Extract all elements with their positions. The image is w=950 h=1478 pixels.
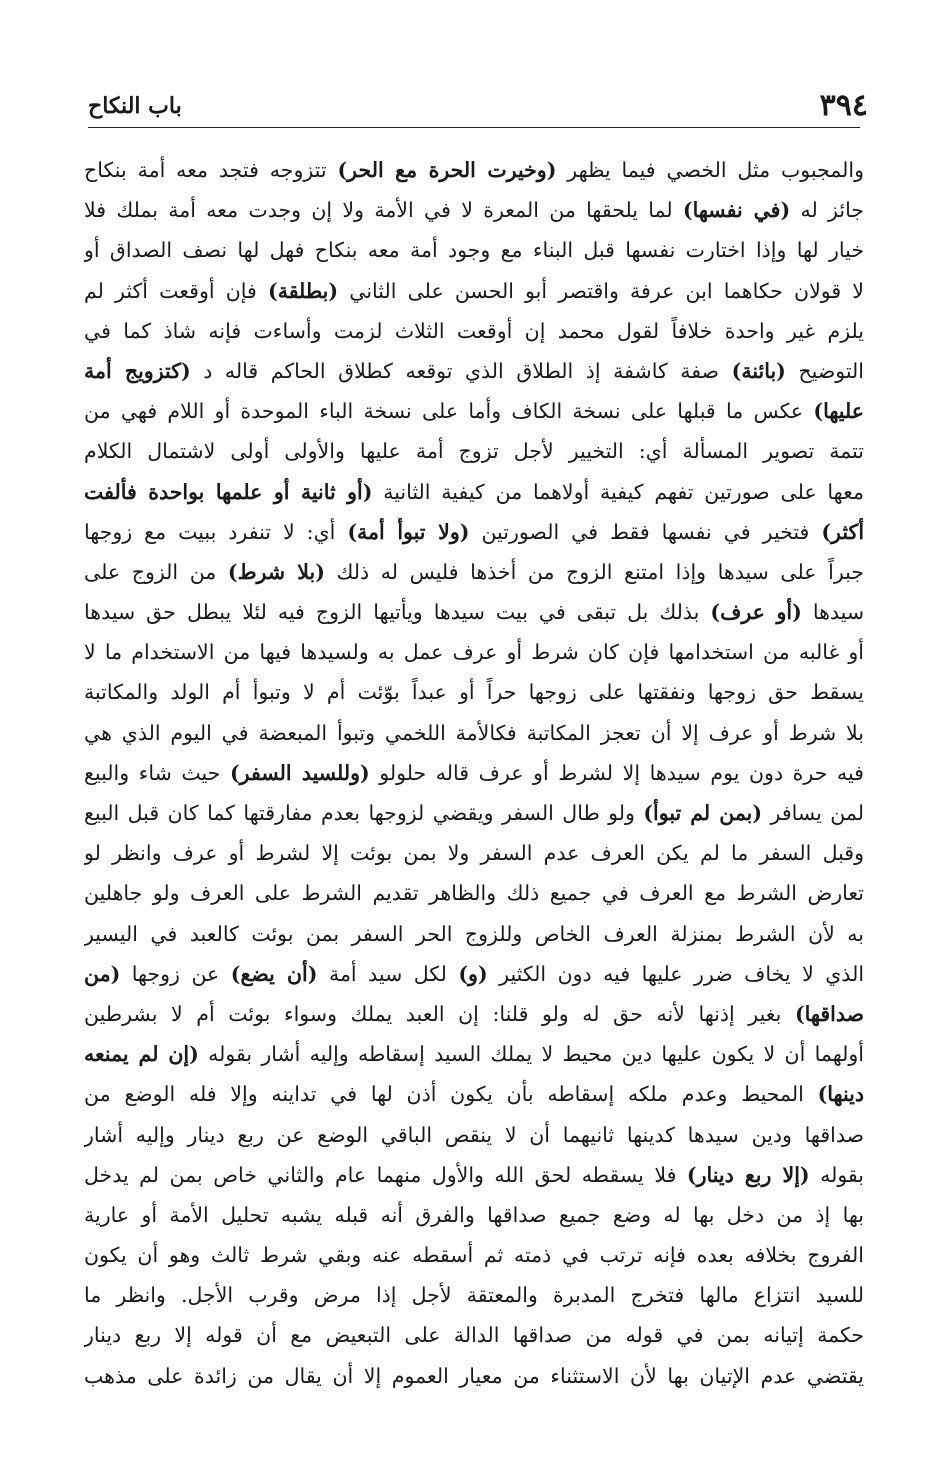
matn-highlight: (أن يضع) (230, 961, 318, 986)
text-run: للسيد انتزاع مالها فتخرج المدبرة والمعتقة لأجل إذا مرض وقرب الأجل. وانظر ما (84, 1283, 864, 1308)
text-run: به لأن الشرط بمنزلة العرف الخاص وللزوج الحر السفر بمن بوئت كالعبد في اليسير (84, 921, 864, 946)
text-run: جبراً على سيدها وإذا امتنع الزوج من أخذها فليس له ذلك (324, 559, 864, 584)
text-run: بغير إذنها لأنه حق له ولو قلنا: إن العبد يملك وسواء بوئت أم لا بشرطين (84, 1001, 795, 1026)
text-line (84, 230, 864, 270)
text-run: أو غالبه من استخدامها فإن كان شرط أو عرف عمل به ولسيدها فيها من الاستخدام ما لا (84, 640, 864, 665)
text-run: لكل سيد أمة (317, 961, 459, 986)
text-run: أولهما أن لا يكون عليها دين محيط لا يملك السيد إسقاطه وإليه أشار بقوله (198, 1042, 864, 1067)
text-line (84, 190, 864, 230)
text-run: يقتضي عدم الإتيان بها لأن الاستثناء من معيار العموم إلا أن يقال من زائدة على مذهب (84, 1363, 864, 1388)
text-run: الفروج بخلافه بعده فإنه ترتب في ذمته ثم أسقطه عنه وبقي شرط ثالث وهو أن يكون (84, 1243, 864, 1268)
text-line (84, 472, 864, 512)
text-line (84, 431, 864, 471)
text-line (84, 793, 864, 833)
text-run: ولو طال السفر ويقضي لزوجها بعدم مفارقتها كما كان قبل البيع (84, 801, 644, 825)
text-run: بلا شرط أو عرف إلا أن تعجز المكاتبة فكالأمة اللخمي وتبوأ المبعضة في اليوم الذي هي (84, 720, 864, 745)
text-run: التوضيح (785, 358, 864, 383)
matn-highlight: عليها) (813, 399, 864, 424)
text-run: سيدها (801, 600, 864, 625)
text-line (84, 753, 864, 793)
text-run: الذي لا يخاف ضرر عليها فيه دون الكثير (487, 961, 864, 986)
text-line (84, 1034, 864, 1074)
text-line (84, 632, 864, 672)
matn-highlight: (وخيرت الحرة مع الحر) (337, 158, 557, 182)
text-run: لما يلحقها من المعرة لا في الأمة ولا إن وجدت معه أمة بملك فلا (84, 198, 683, 223)
text-run: بذلك بل تبقى في بيت سيدها ويأتيها الزوج فيه لئلا يبطل حق سيدها (84, 600, 711, 625)
running-head (88, 88, 868, 128)
text-line (84, 914, 864, 954)
matn-highlight: (ولا تبوأ أمة) (347, 519, 470, 544)
matn-highlight: (بطلقة) (268, 278, 339, 303)
matn-highlight: أكثر) (821, 519, 864, 544)
text-run: عكس ما قبلها على نسخة الكاف وأما على نسخة الباء الموحدة أو اللام فهي من (84, 399, 814, 424)
text-line (84, 271, 864, 311)
page-number: ٣٩٤ (819, 88, 868, 123)
text-run: خيار لها وإذا اختارت نفسها قبل البناء مع وجود أمة معه بنكاح فهل لها نصف الصداق أو (84, 238, 864, 263)
text-run: من الزوج على (84, 559, 228, 584)
header-rule (88, 127, 860, 128)
text-run: والمجبوب مثل الخصي فيما يظهر (556, 158, 864, 182)
matn-highlight: (وللسيد السفر) (229, 760, 370, 785)
text-line (84, 351, 864, 391)
text-line (84, 1195, 864, 1235)
text-run: فيه حرة دون يوم سيدها إلا لشرط أو عرف قاله حلولو (369, 760, 864, 785)
text-line (84, 994, 864, 1034)
text-run: حيث شاء والبيع (84, 760, 230, 785)
matn-highlight: (بلا شرط) (227, 559, 325, 584)
text-run: تعارض الشرط مع العرف في جميع ذلك والظاهر تقديم الشرط على العرف ولو جاهلين (84, 881, 864, 906)
text-run: بها إذ من دخل بها له وضع جميع صداقها والفرق أنه قبله يشبه تحليل الأمة أو عارية (84, 1202, 864, 1227)
text-line (84, 150, 864, 190)
text-run: تتزوجه فتجد معه أمة بنكاح (84, 158, 338, 182)
text-run: معها على صورتين تفهم كيفية أولاهما من كيفية الثانية (372, 479, 864, 504)
matn-highlight: (كتزويج أمة (84, 358, 191, 383)
text-run: يلزم غير واحدة خلافاً لقول محمد إن أوقعت الثلاث لزمت وأساءت فإنه شاذ كما في (84, 318, 864, 343)
matn-highlight: (و) (458, 961, 488, 986)
text-line (84, 672, 864, 712)
text-run: فإن أوقعت أكثر لم (84, 278, 268, 303)
text-line (84, 592, 864, 632)
matn-highlight: (بمن لم تبوأ) (643, 801, 763, 825)
text-run: يسقط حق زوجها ونفقتها على زوجها حراً أو عبداً بوّئت أم لا وتبوأ أم الولد والمكاتبة (84, 680, 864, 705)
text-run: فلا يسقطه لحق الله والأول منهما عام والثاني خاص بمن لم يدخل (84, 1162, 687, 1187)
text-line (84, 1115, 864, 1155)
text-line (84, 391, 864, 431)
text-line (84, 1356, 864, 1396)
text-run: عن زوجها (120, 961, 231, 986)
text-run: حكمة إتيانه بمن في قوله من صداقها الدالة على التبعيض مع أن قوله إلا ربع دينار (84, 1323, 864, 1348)
matn-highlight: (في نفسها) (682, 198, 791, 223)
text-run: المحيط وعدم ملكه إسقاطه بأن يكون أذن لها في تداينه وإلا فله الوضع من (84, 1082, 818, 1107)
text-line (84, 311, 864, 351)
text-run: صداقها ودين سيدها كدينها ثانيهما أن لا ينقص الباقي الوضع عن ربع دينار وإليه أشار (84, 1122, 864, 1147)
matn-highlight: (بائنة) (731, 358, 786, 383)
text-run: تتمة تصوير المسألة أي: التخيير لأجل تزوج أمة عليها والأولى أولى لاشتمال الكلام (84, 439, 864, 464)
text-line (84, 1315, 864, 1355)
matn-highlight: (أو ثانية أو علمها بواحدة فألفت (84, 479, 373, 504)
text-line (84, 873, 864, 913)
text-run: فتخير في نفسها فقط في الصورتين (469, 519, 822, 544)
text-run: جائز له (790, 198, 864, 223)
text-line (84, 552, 864, 592)
matn-highlight: (إن لم يمنعه (84, 1042, 199, 1067)
matn-highlight: صداقها) (794, 1001, 864, 1026)
text-run: لمن يسافر (762, 801, 864, 825)
matn-highlight: (أو عرف) (710, 600, 802, 625)
text-run: أي: لا تنفرد ببيت مع زوجها (84, 519, 348, 544)
matn-highlight: دينها) (817, 1082, 864, 1107)
text-line (84, 954, 864, 994)
text-line (84, 1155, 864, 1195)
text-line (84, 512, 864, 552)
text-line (84, 1235, 864, 1275)
body-text (84, 150, 864, 1396)
text-line (84, 1275, 864, 1315)
matn-highlight: (من (84, 961, 121, 986)
text-run: بقوله (809, 1162, 864, 1187)
text-run: صفة كاشفة إذ الطلاق الذي توقعه كطلاق الحاكم قاله د (190, 358, 732, 383)
text-line (84, 713, 864, 753)
text-run: وقبل السفر ما لم يكن العرف عدم السفر ولا بمن بوئت إلا لشرط أو عرف وانظر لو (84, 841, 864, 866)
chapter-title: باب النكاح (88, 93, 182, 119)
text-line (84, 833, 864, 873)
text-line (84, 1074, 864, 1114)
text-run: لا قولان حكاهما ابن عرفة واقتصر أبو الحسن على الثاني (338, 278, 864, 303)
matn-highlight: (إلا ربع دينار) (686, 1162, 810, 1187)
